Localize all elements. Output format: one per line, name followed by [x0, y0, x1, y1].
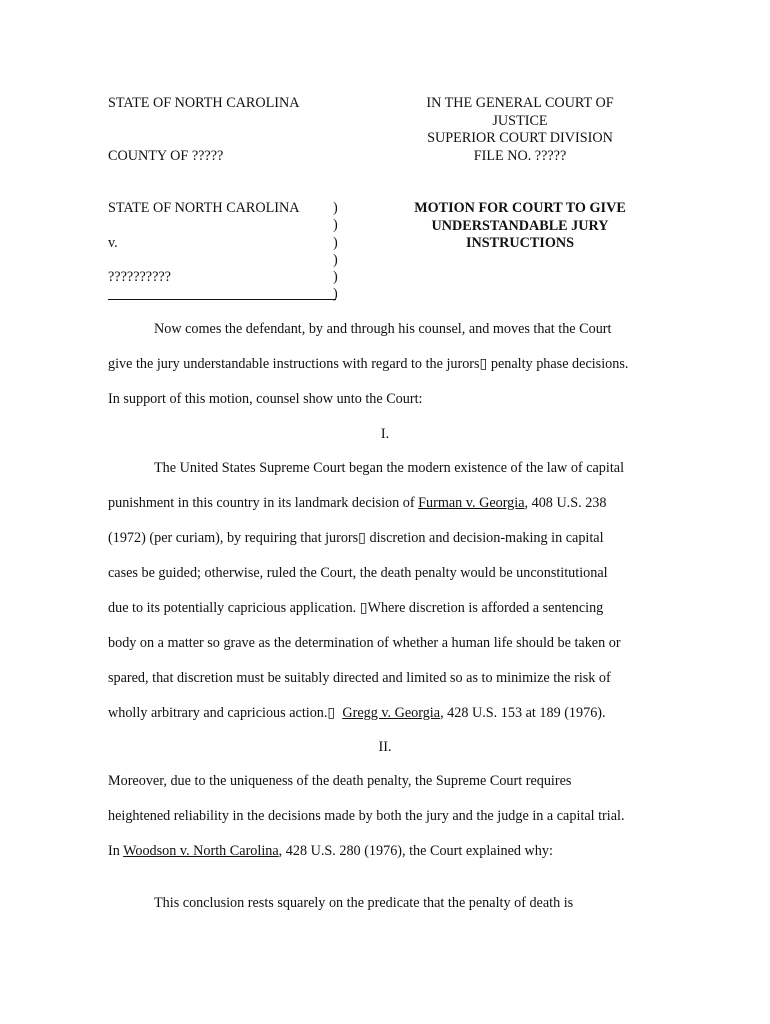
state-header: STATE OF NORTH CAROLINA — [108, 95, 300, 111]
motion-title-line: INSTRUCTIONS — [465, 235, 574, 251]
body-line: In support of this motion, counsel show unto the Court: — [108, 391, 423, 407]
body-line: due to its potentially capricious application. ▯Where discretion is afforded a sentencing — [108, 600, 604, 616]
signature-line — [108, 299, 336, 300]
caption-paren: ) — [333, 269, 338, 285]
body-line: heightened reliability in the decisions made by both the jury and the judge in a capital trial. — [108, 808, 625, 824]
county-header: COUNTY OF ????? — [108, 148, 224, 164]
motion-title-line: MOTION FOR COURT TO GIVE — [414, 200, 626, 216]
motion-title — [400, 200, 640, 253]
text-run: In — [108, 843, 124, 859]
body-line: The United States Supreme Court began the modern existence of the law of capital — [154, 460, 625, 476]
motion-title-line: UNDERSTANDABLE JURY — [431, 217, 609, 234]
body-line — [108, 495, 607, 512]
case-citation: Furman v. Georgia — [418, 495, 525, 511]
court-line: SUPERIOR COURT DIVISION — [427, 130, 613, 146]
block-quote: This conclusion rests squarely on the predicate that the penalty of death is — [154, 895, 574, 911]
section-heading-2: II. — [378, 739, 392, 755]
file-number: FILE NO. ????? — [473, 147, 567, 164]
body-line — [108, 843, 553, 860]
text-run: wholly arbitrary and capricious action.▯ — [108, 705, 343, 721]
court-header — [400, 95, 640, 165]
caption-paren: ) — [333, 200, 338, 216]
body-line: give the jury understandable instructions with regard to the jurors▯ penalty phase decisions. — [108, 356, 629, 372]
body-line: spared, that discretion must be suitably directed and limited so as to minimize the risk of — [108, 670, 611, 686]
body-line: body on a matter so grave as the determination of whether a human life should be taken or — [108, 635, 621, 651]
body-line — [108, 705, 606, 722]
text-run: , 428 U.S. 153 at 189 (1976). — [440, 705, 606, 721]
versus-text: v. — [108, 235, 118, 251]
caption-paren: ) — [333, 252, 338, 268]
case-citation: Gregg v. Georgia — [342, 705, 441, 721]
caption-paren: ) — [333, 235, 338, 251]
text-run: , 408 U.S. 238 — [524, 495, 607, 511]
court-line: JUSTICE — [492, 112, 548, 129]
section-heading-1: I. — [380, 426, 390, 442]
party-plaintiff: STATE OF NORTH CAROLINA — [108, 200, 300, 216]
case-citation: Woodson v. North Carolina — [123, 843, 279, 859]
body-line: cases be guided; otherwise, ruled the Court, the death penalty would be unconstitutional — [108, 565, 608, 581]
party-defendant: ?????????? — [108, 269, 171, 285]
court-line: IN THE GENERAL COURT OF — [426, 95, 614, 111]
caption-paren: ) — [333, 217, 338, 233]
text-run: , 428 U.S. 280 (1976), the Court explained why: — [278, 843, 553, 859]
caption-paren: ) — [333, 286, 338, 302]
body-line: Moreover, due to the uniqueness of the death penalty, the Supreme Court requires — [108, 773, 572, 789]
body-line: (1972) (per curiam), by requiring that jurors▯ discretion and decision-making in capital — [108, 530, 604, 546]
body-line: Now comes the defendant, by and through his counsel, and moves that the Court — [154, 321, 612, 337]
text-run: punishment in this country in its landmark decision of — [108, 495, 419, 511]
